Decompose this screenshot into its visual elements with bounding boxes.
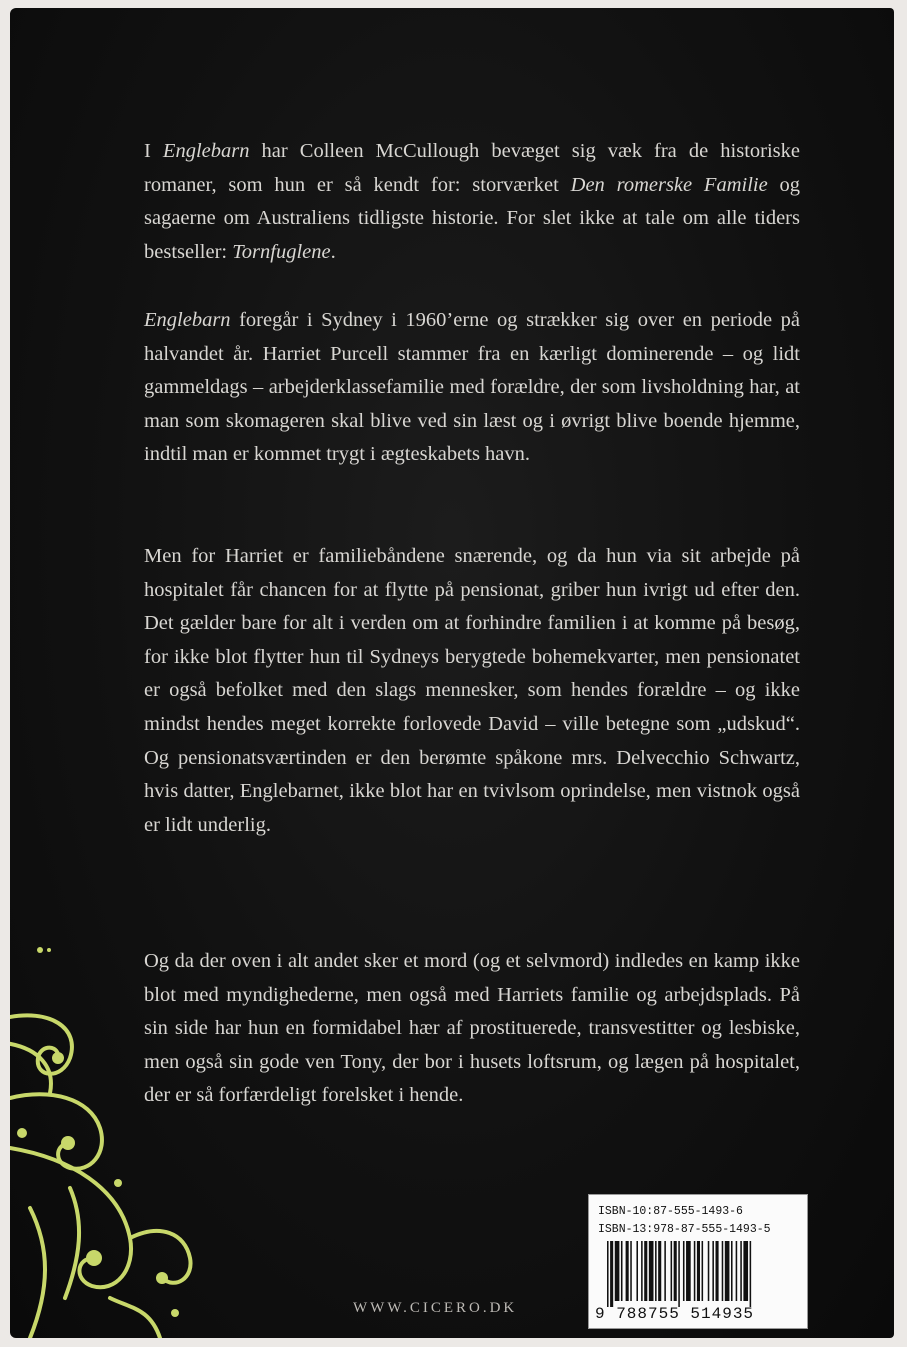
barcode-bar [626,1241,629,1301]
barcode-bar [649,1241,654,1301]
barcode-bar [658,1241,661,1301]
barcode-bar [743,1241,748,1301]
barcode-bar [621,1241,623,1301]
book-back-cover [10,8,894,1338]
p1-text-c: har Colleen McCullough bevæget sig væk fra de historiske romaner, som hun er så kendt for: storværket [144,140,801,196]
barcode-bar [655,1241,657,1301]
p1-book-title: Englebarn [162,140,250,162]
barcode-bar [674,1241,677,1301]
barcode-bar [702,1241,704,1301]
isbn-13-text: ISBN-13:978-87-555-1493-5 [598,1223,771,1236]
barcode-bar [716,1241,719,1301]
barcode-bar [644,1241,647,1301]
barcode-bar [708,1241,710,1301]
plot-paragraph: Men for Harriet er familiebåndene snærende, og da hun via sit arbejde på hospitalet får chancen for at flytte på pensionat, griber hun ivrigt ud efter den. Det gælder bare for alt i verden om at forhindre familien i at komme på besøg, for ikke blot flytter hun til Sydneys berygtede bohemekvarter, men pensionatet er også befolket med den slags mennesker, som hendes forældre – og ikke mindst hendes meget korrekte forlovede David – ville betegne som „udskud“. Og pensionatsværtinden er den berømte spåkone mrs. Delvecchio Schwartz, hvis datter, Englebarnet, ikke blot har en tvivlsom oprindelse, men vistnok også er lidt underlig. [144,545,800,836]
barcode-bar [615,1241,620,1301]
barcode-bar [750,1241,752,1307]
barcode-bar [607,1241,609,1307]
isbn-10-text: ISBN-10:87-555-1493-6 [598,1205,743,1218]
publisher-website: WWW.CICERO.DK [353,1300,518,1316]
barcode-bar [610,1241,613,1307]
barcode-bar [641,1241,643,1301]
barcode-bar [678,1241,680,1307]
p2-book-title: Englebarn [144,309,231,331]
p2-text-b: foregår i Sydney i 1960’erne og strækker sig over en periode på halvandet år. Harriet Purcell stammer fra en kærligt dominerende – og lidt gammeldags – arbejderklassefamilie med forældre, der som livsholdning har, at man som skomageren skal blive ved sin læst og i øvrigt blive boende hjemme, indtil man er kommet trygt i ægteskabets havn. [144,309,800,466]
barcode-bar [736,1241,738,1301]
intro-paragraph [144,135,800,269]
closing-paragraph: Og da der oven i alt andet sker et mord (og et selvmord) indledes en kamp ikke blot med myndighederne, men også med Harriets familie og arbejdsplads. På sin side har hun en formidabel hær af prostituerede, transvestitter og lesbiske, men også sin gode ven Tony, der bor i husets loftsrum, og lægen på hospitalet, der er så forfærdeligt forelsket i hende. [144,950,800,1107]
p1-book-title-tornfuglene: Tornfuglene [232,240,331,263]
barcode-bar [740,1241,742,1301]
barcode-bar [712,1241,714,1301]
barcode-bar [694,1241,696,1301]
barcode-bar [722,1241,724,1301]
p1-text-a: I [144,140,163,162]
barcode-bar [664,1241,666,1301]
p1-text-e: og sagaerne om Australiens tidligste historie. For slet ikke at tale om alle tiders bestseller: [144,173,800,263]
barcode-bar [630,1241,632,1301]
barcode-bar [683,1241,685,1301]
p1-book-title-romerske: Den romerske Familie [570,173,768,196]
barcode-bar [686,1241,691,1301]
barcode-bar [725,1241,730,1301]
isbn-barcode-label [588,1194,808,1329]
p1-text-g: . [330,240,336,263]
barcode-bar [697,1241,700,1301]
barcode-bar [731,1241,733,1301]
barcode-digits: 9 788755 514935 [595,1305,755,1323]
barcode-bar [671,1241,673,1301]
setting-paragraph [144,304,800,472]
barcode-bar [636,1241,638,1301]
